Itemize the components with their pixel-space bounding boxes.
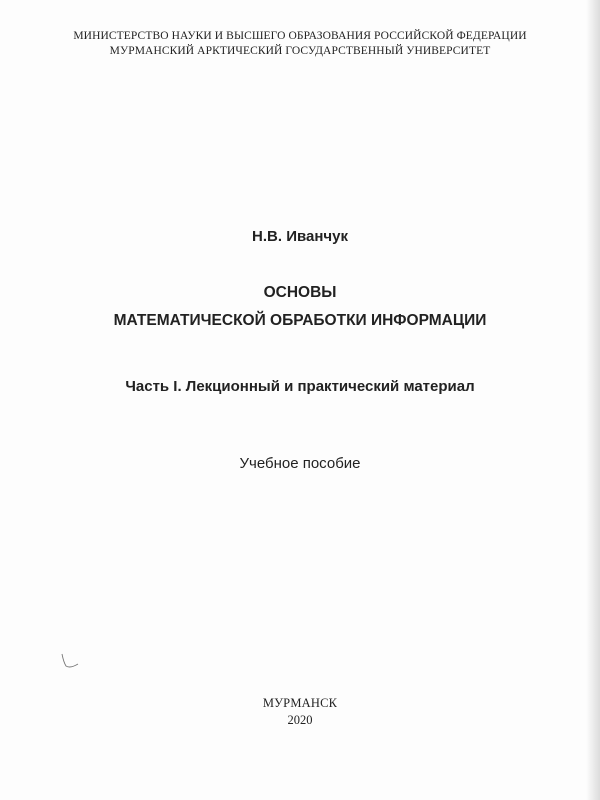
book-title-line-2: МАТЕМАТИЧЕСКОЙ ОБРАБОТКИ ИНФОРМАЦИИ bbox=[113, 312, 487, 329]
book-subtitle: Часть I. Лекционный и практический материал bbox=[125, 378, 475, 395]
author-name: Н.В. Иванчук bbox=[252, 228, 348, 245]
university-name: МУРМАНСКИЙ АРКТИЧЕСКИЙ ГОСУДАРСТВЕННЫЙ УНИВЕРСИТЕТ bbox=[109, 45, 491, 57]
imprint-city: МУРМАНСК bbox=[262, 696, 338, 710]
book-title-line-1: ОСНОВЫ bbox=[263, 284, 337, 301]
imprint-year: 2020 bbox=[287, 713, 313, 727]
ministry-name: МИНИСТЕРСТВО НАУКИ И ВЫСШЕГО ОБРАЗОВАНИЯ РОССИЙСКОЙ ФЕДЕРАЦИИ bbox=[73, 30, 527, 42]
ink-mark-icon bbox=[58, 652, 82, 672]
page-edge-shadow bbox=[586, 0, 600, 800]
publication-type: Учебное пособие bbox=[239, 455, 361, 472]
